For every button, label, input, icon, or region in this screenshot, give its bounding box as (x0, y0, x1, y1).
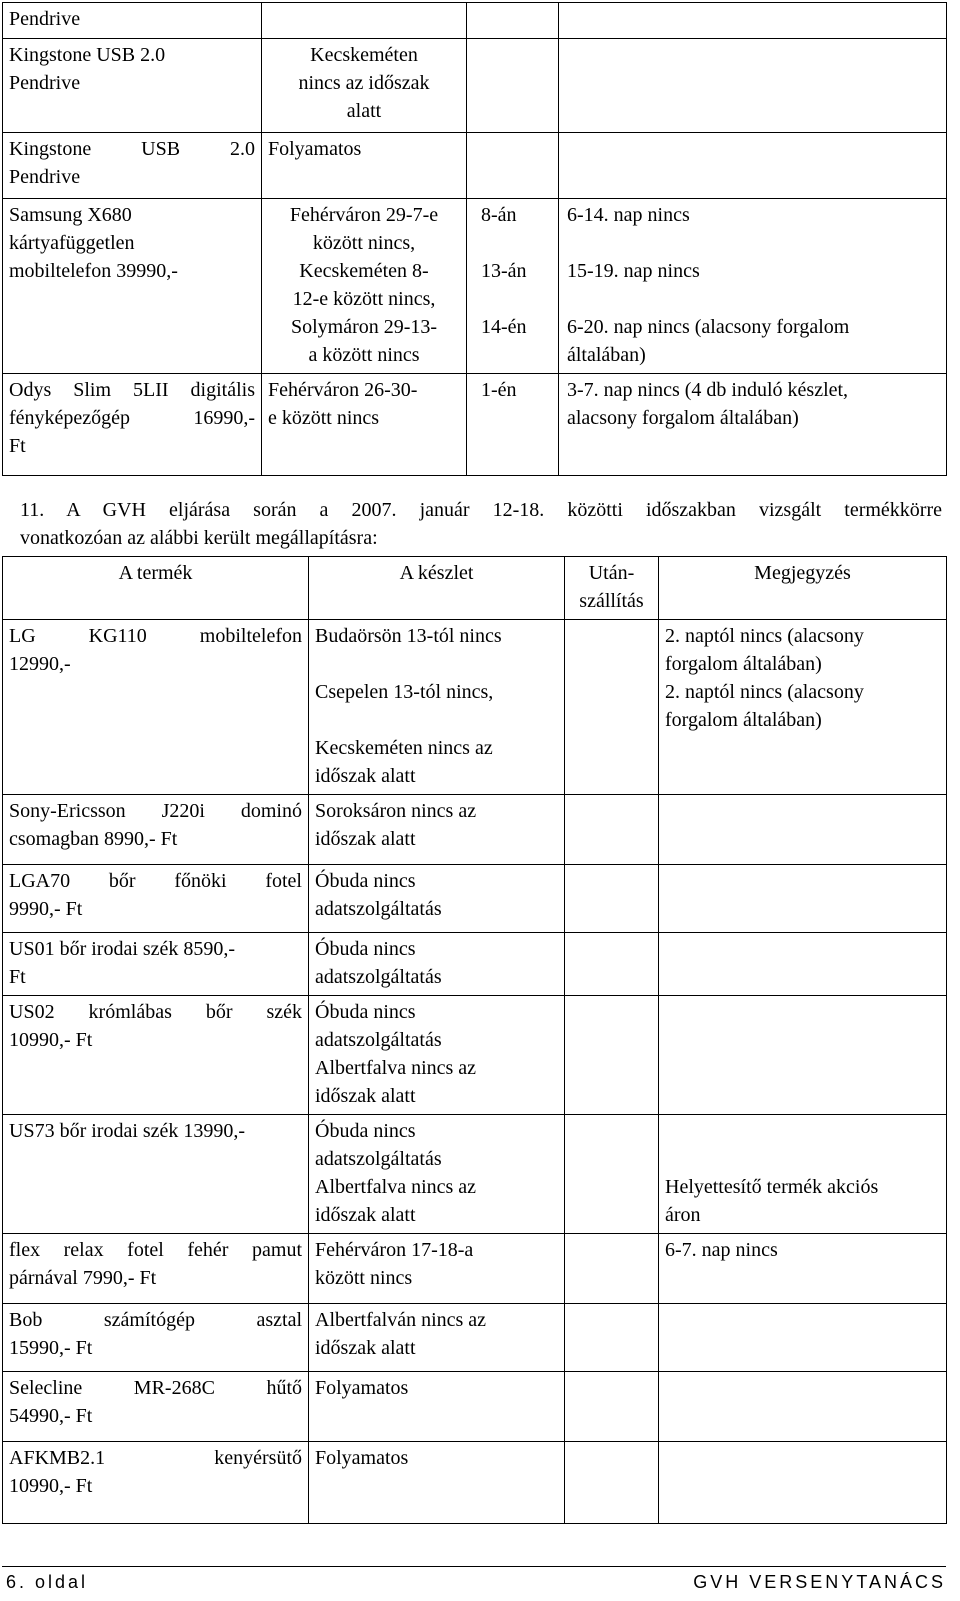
header-resupply (565, 557, 659, 620)
cell-line: 2. naptól nincs (alacsony (665, 681, 864, 703)
table-row (3, 1304, 947, 1372)
table-row (3, 620, 947, 795)
cell-line: Budaörsön 13-tól nincs (315, 625, 502, 647)
note-cell (659, 1372, 947, 1442)
table-row (3, 133, 947, 199)
cell-line: időszak alatt (315, 828, 416, 850)
cell-line: Bob számítógép asztal (9, 1309, 302, 1331)
cell-line: adatszolgáltatás (315, 1029, 442, 1051)
table-row (3, 3, 947, 39)
cell-line: a között nincs (308, 344, 420, 366)
stock-cell (309, 1115, 565, 1234)
header-line: Után- (588, 562, 635, 584)
cell-line: 3-7. nap nincs (4 db induló készlet, (567, 379, 849, 401)
note-cell (559, 39, 947, 133)
resupply-cell (565, 795, 659, 865)
table-row (3, 374, 947, 476)
day-cell (467, 3, 559, 39)
cell-line: Pendrive (9, 166, 81, 188)
cell-line: párnával 7990,- Ft (9, 1267, 157, 1289)
stock-cell (309, 1442, 565, 1524)
resupply-cell (565, 933, 659, 996)
cell-line: általában) (567, 344, 646, 366)
cell-line: Helyettesítő termék akciós (665, 1176, 879, 1198)
cell-line: Fehérváron 29-7-e (289, 204, 439, 226)
cell-line: Ft (9, 966, 26, 988)
cell-line: Kecskeméten (310, 44, 418, 66)
table-header-row (3, 557, 947, 620)
cell-line: Soroksáron nincs az (315, 800, 477, 822)
product-cell (3, 39, 262, 133)
cell-line: Óbuda nincs (315, 938, 416, 960)
resupply-cell (565, 996, 659, 1115)
cell-line: US02 krómlábas bőr szék (9, 1001, 302, 1023)
carryover-table (2, 2, 947, 476)
cell-line: Fehérváron 17-18-a (315, 1239, 474, 1261)
cell-line: Odys Slim 5LII digitális (9, 379, 255, 401)
cell-line: között nincs (315, 1267, 413, 1289)
day-cell (467, 39, 559, 133)
cell-line: Albertfalva nincs az (315, 1057, 477, 1079)
note-cell (559, 133, 947, 199)
note-cell (659, 795, 947, 865)
inventory-table (2, 556, 947, 1524)
cell-line: alacsony forgalom általában) (567, 407, 799, 429)
note-cell (559, 3, 947, 39)
cell-line: Óbuda nincs (315, 870, 416, 892)
cell-line: forgalom általában) (665, 709, 822, 731)
cell-line: Samsung X680 (9, 204, 132, 226)
note-cell (659, 1304, 947, 1372)
stock-cell (309, 933, 565, 996)
header-stock: A készlet (309, 557, 565, 620)
stock-cell (262, 199, 467, 374)
table-row (3, 1115, 947, 1234)
note-cell (659, 1234, 947, 1304)
cell-line: 8-án (481, 204, 517, 226)
product-cell (3, 199, 262, 374)
cell-line: között nincs, (312, 232, 416, 254)
blank-line (315, 706, 558, 734)
cell-line: US01 bőr irodai szék 8590,- (9, 938, 236, 960)
cell-line: 15990,- Ft (9, 1337, 93, 1359)
cell-line: 10990,- Ft (9, 1475, 93, 1497)
table-row (3, 1372, 947, 1442)
cell-line: 9990,- Ft (9, 898, 83, 920)
cell-line: 12990,- (9, 653, 71, 675)
blank-line (315, 650, 558, 678)
product-cell (3, 1234, 309, 1304)
product-cell (3, 865, 309, 933)
publication-name: GVH VERSENYTANÁCS (693, 1572, 946, 1592)
product-cell (3, 996, 309, 1115)
resupply-cell (565, 1304, 659, 1372)
stock-cell (262, 133, 467, 199)
cell-line: mobiltelefon 39990,- (9, 260, 178, 282)
table-row (3, 1234, 947, 1304)
cell-line: 15-19. nap nincs (567, 260, 700, 282)
product-cell (3, 795, 309, 865)
resupply-cell (565, 1234, 659, 1304)
note-cell (559, 374, 947, 476)
cell-line: e között nincs (268, 407, 380, 429)
cell-line: Selecline MR-268C hűtő (9, 1377, 302, 1399)
product-cell (3, 1115, 309, 1234)
cell-line: időszak alatt (315, 1337, 416, 1359)
stock-cell (309, 795, 565, 865)
product-cell (3, 620, 309, 795)
product-cell (3, 933, 309, 996)
cell-line: kártyafüggetlen (9, 232, 135, 254)
cell-line: Folyamatos (315, 1377, 409, 1399)
cell-line: Fehérváron 26-30- (268, 379, 418, 401)
stock-cell (309, 865, 565, 933)
section-heading (20, 496, 942, 552)
product-cell (3, 1442, 309, 1524)
cell-line: forgalom általában) (665, 653, 822, 675)
product-cell (3, 3, 262, 39)
cell-line: időszak alatt (315, 765, 416, 787)
cell-line: Kingstone USB 2.0 (9, 138, 255, 160)
stock-cell (262, 3, 467, 39)
table-row (3, 39, 947, 133)
cell-line: adatszolgáltatás (315, 966, 442, 988)
note-cell (659, 933, 947, 996)
stock-cell (309, 996, 565, 1115)
page-number: 6. oldal (6, 1572, 89, 1592)
cell-line: nincs az időszak (298, 72, 430, 94)
resupply-cell (565, 620, 659, 795)
product-cell (3, 374, 262, 476)
cell-line: Ft (9, 435, 26, 457)
table-row (3, 1442, 947, 1524)
table-row (3, 996, 947, 1115)
cell-line: csomagban 8990,- Ft (9, 828, 178, 850)
stock-cell (309, 1304, 565, 1372)
cell-line: Kecskeméten 8- (299, 260, 429, 282)
cell-line: Pendrive (9, 8, 81, 30)
cell-line: 54990,- Ft (9, 1405, 93, 1427)
table-row (3, 199, 947, 374)
cell-line: US73 bőr irodai szék 13990,- (9, 1120, 246, 1142)
product-cell (3, 1304, 309, 1372)
stock-cell (309, 1372, 565, 1442)
cell-line: áron (665, 1204, 701, 1226)
cell-line: Sony-Ericsson J220i dominó (9, 800, 302, 822)
cell-line: AFKMB2.1 kenyérsütő (9, 1447, 302, 1469)
cell-line: fényképezőgép 16990,- (9, 407, 255, 429)
product-cell (3, 1372, 309, 1442)
cell-line: Pendrive (9, 72, 81, 94)
cell-line: 10990,- Ft (9, 1029, 93, 1051)
cell-line: Óbuda nincs (315, 1120, 416, 1142)
cell-line: LG KG110 mobiltelefon (9, 625, 302, 647)
cell-line: Kecskeméten nincs az (315, 737, 493, 759)
blank-line (665, 1117, 940, 1145)
day-cell (467, 133, 559, 199)
table-row (3, 865, 947, 933)
note-cell (659, 620, 947, 795)
stock-cell (309, 620, 565, 795)
header-line: szállítás (579, 590, 644, 612)
cell-line: 13-án (481, 260, 527, 282)
note-cell (659, 1115, 947, 1234)
cell-line: 6-14. nap nincs (567, 204, 690, 226)
cell-line: Kingstone USB 2.0 (9, 44, 166, 66)
resupply-cell (565, 1115, 659, 1234)
stock-cell (309, 1234, 565, 1304)
resupply-cell (565, 1442, 659, 1524)
cell-line: időszak alatt (315, 1204, 416, 1226)
cell-line: Folyamatos (315, 1447, 409, 1469)
cell-line: 1-én (481, 379, 517, 401)
cell-line: 6-7. nap nincs (665, 1239, 778, 1261)
cell-line: időszak alatt (315, 1085, 416, 1107)
stock-cell (262, 39, 467, 133)
heading-line: 11. A GVH eljárása során a 2007. január 12-18. közötti időszakban vizsgált termékkörre (20, 499, 942, 521)
header-note: Megjegyzés (659, 557, 947, 620)
cell-line: 6-20. nap nincs (alacsony forgalom (567, 316, 850, 338)
cell-line: 2. naptól nincs (alacsony (665, 625, 864, 647)
cell-line: Albertfalván nincs az (315, 1309, 487, 1331)
cell-line: Solymáron 29-13- (290, 316, 438, 338)
day-cell (467, 199, 559, 374)
cell-line: adatszolgáltatás (315, 1148, 442, 1170)
note-cell (659, 996, 947, 1115)
note-cell (659, 1442, 947, 1524)
cell-line: Folyamatos (268, 138, 362, 160)
blank-line (665, 1145, 940, 1173)
cell-line: alatt (346, 100, 382, 122)
note-cell (659, 865, 947, 933)
cell-line: flex relax fotel fehér pamut (9, 1239, 302, 1261)
cell-line: 12-e között nincs, (292, 288, 436, 310)
cell-line: LGA70 bőr főnöki fotel (9, 870, 302, 892)
cell-line: 14-én (481, 316, 527, 338)
cell-line: Csepelen 13-tól nincs, (315, 681, 494, 703)
stock-cell (262, 374, 467, 476)
header-product: A termék (3, 557, 309, 620)
cell-line: Albertfalva nincs az (315, 1176, 477, 1198)
heading-line: vonatkozóan az alábbi került megállapításra: (20, 527, 378, 549)
resupply-cell (565, 1372, 659, 1442)
table-row (3, 795, 947, 865)
day-cell (467, 374, 559, 476)
footer-divider (2, 1566, 946, 1567)
cell-line: adatszolgáltatás (315, 898, 442, 920)
cell-line: Óbuda nincs (315, 1001, 416, 1023)
resupply-cell (565, 865, 659, 933)
product-cell (3, 133, 262, 199)
table-row (3, 933, 947, 996)
note-cell (559, 199, 947, 374)
